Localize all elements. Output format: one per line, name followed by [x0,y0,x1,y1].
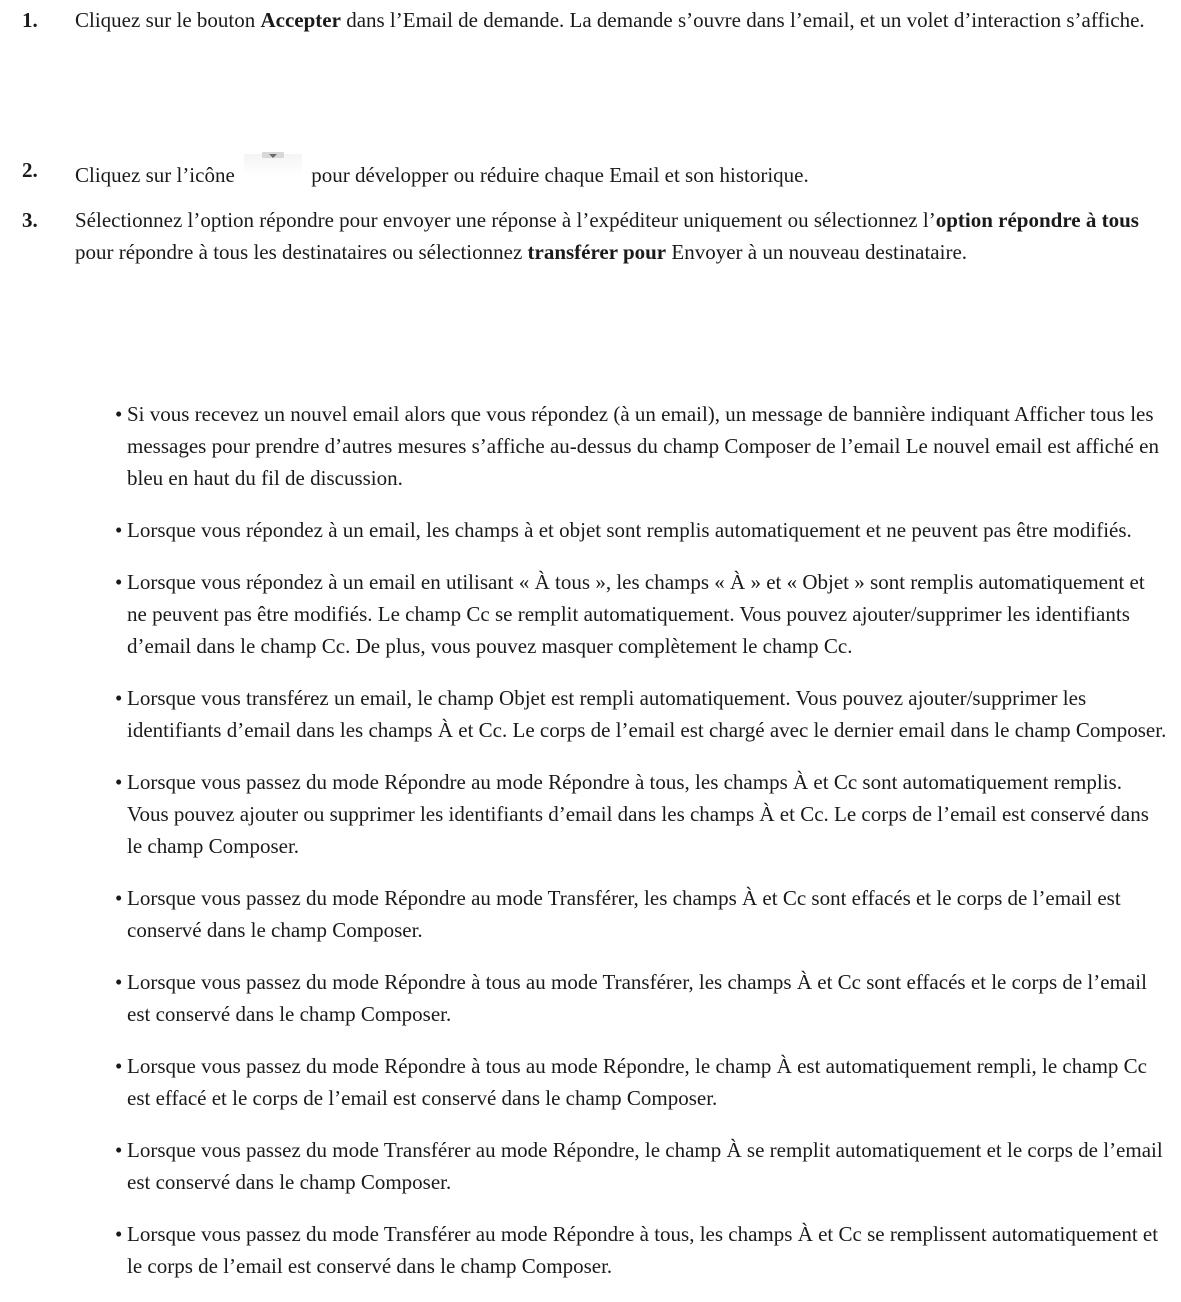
list-item [115,1134,1167,1198]
step-text-after-icon: pour développer ou réduire chaque Email et son historique. [311,163,809,187]
bullet-icon: • [115,1222,123,1246]
step-2 [22,154,1172,191]
step-number: 1. [22,8,38,32]
step-number: 2. [22,158,38,182]
list-item [115,682,1167,746]
expand-collapse-icon [244,154,302,190]
list-item [115,514,1167,546]
list-item [115,1218,1167,1282]
bullet-icon: • [115,1138,123,1162]
bold-text: transférer pour [527,240,667,264]
list-item-text: Lorsque vous transférez un email, le champ Objet est rempli automatiquement. Vous pouvez ajouter/supprimer les identifiants d’email dans les champs À et Cc. Le corps de l’email est chargé avec le dernier email dans le champ Composer. [127,686,1167,742]
list-item-text: Lorsque vous passez du mode Transférer au mode Répondre, le champ À se remplit automatiquement et le corps de l’email est conservé dans le champ Composer. [127,1138,1163,1194]
list-item [115,766,1167,862]
bullet-icon: • [115,570,123,594]
step-1 [22,4,1172,36]
step-text [75,4,1165,36]
chevron-down-icon [269,154,277,158]
list-item-text: Lorsque vous passez du mode Transférer au mode Répondre à tous, les champs À et Cc se remplissent automatiquement et le corps de l’email est conservé dans le champ Composer. [127,1222,1159,1278]
text-run: Envoyer à un nouveau destinataire. [666,240,968,264]
list-item [115,398,1167,494]
list-item [115,566,1167,662]
text-run: pour répondre à tous les destinataires ou sélectionnez [75,240,528,264]
list-item-text: Lorsque vous répondez à un email, les champs à et objet sont remplis automatiquement et ne peuvent pas être modifiés. [127,518,1132,542]
step-text-before-icon: Cliquez sur l’icône [75,163,235,187]
list-item [115,966,1167,1030]
bullet-icon: • [115,770,123,794]
list-item [115,1050,1167,1114]
step-text [75,204,1165,268]
list-item-text: Lorsque vous passez du mode Répondre à tous au mode Répondre, le champ À est automatiquement rempli, le champ Cc est effacé et le corps de l’email est conservé dans le champ Composer. [127,1054,1147,1110]
text-run: Cliquez sur le bouton [75,8,261,32]
text-run: dans l’Email de demande. La demande s’ouvre dans l’email, et un volet d’interaction s’affiche. [340,8,1145,32]
bullet-icon: • [115,886,123,910]
list-item-text: Si vous recevez un nouvel email alors que vous répondez (à un email), un message de bannière indiquant Afficher tous les messages pour prendre d’autres mesures s’affiche au-dessus du champ Composer de l’email Le nouvel email est affiché en bleu en haut du fil de discussion. [127,402,1159,490]
bullet-icon: • [115,1054,123,1078]
list-item-text: Lorsque vous passez du mode Répondre au mode Transférer, les champs À et Cc sont effacés et le corps de l’email est conservé dans le champ Composer. [127,886,1121,942]
step-number: 3. [22,208,38,232]
bullet-icon: • [115,686,123,710]
bullet-icon: • [115,402,123,426]
step-3 [22,204,1172,268]
step-text [75,154,1165,191]
bullet-icon: • [115,970,123,994]
bold-text: option répondre à tous [935,208,1139,232]
bullet-list [115,398,1165,1302]
list-item-text: Lorsque vous passez du mode Répondre au mode Répondre à tous, les champs À et Cc sont automatiquement remplis. Vous pouvez ajouter ou supprimer les identifiants d’email dans les champs À et Cc. Le corps de l’email est conservé dans le champ Composer. [127,770,1149,858]
text-run: Sélectionnez l’option répondre pour envoyer une réponse à l’expéditeur uniquement ou sélectionnez l’ [75,208,936,232]
bullet-icon: • [115,518,123,542]
bold-text: Accepter [260,8,341,32]
list-item-text: Lorsque vous passez du mode Répondre à tous au mode Transférer, les champs À et Cc sont effacés et le corps de l’email est conservé dans le champ Composer. [127,970,1147,1026]
list-item-text: Lorsque vous répondez à un email en utilisant « À tous », les champs « À » et « Objet » sont remplis automatiquement et ne peuvent pas être modifiés. Le champ Cc se remplit automatiquement. Vous pouvez ajouter/supprimer les identifiants d’email dans le champ Cc. De plus, vous pouvez masquer complètement le champ Cc. [127,570,1145,658]
list-item [115,882,1167,946]
